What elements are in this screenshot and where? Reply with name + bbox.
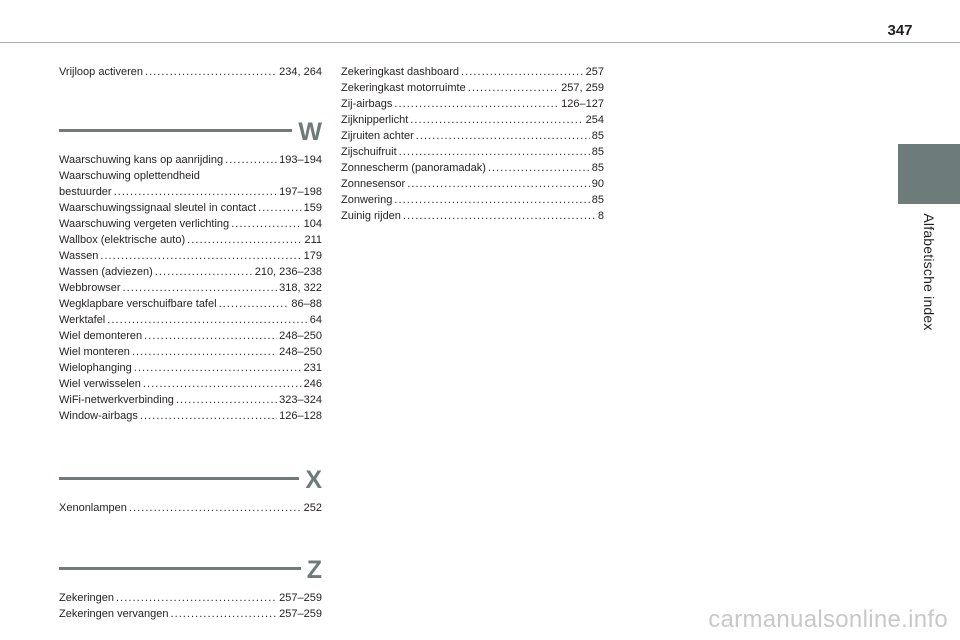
section-header-z bbox=[59, 556, 322, 584]
index-term: Window-airbags bbox=[59, 410, 138, 422]
index-term: Zonnescherm (panoramadak) bbox=[341, 162, 486, 174]
index-entry bbox=[59, 328, 322, 344]
index-entry bbox=[59, 200, 322, 216]
index-column-right bbox=[341, 64, 604, 224]
index-pages: 126–128 bbox=[279, 410, 322, 422]
dot-leader bbox=[170, 606, 277, 622]
index-entry bbox=[59, 264, 322, 280]
index-pages: 85 bbox=[591, 146, 604, 158]
index-entry bbox=[341, 176, 604, 192]
index-term: Werktafel bbox=[59, 314, 106, 326]
dot-leader bbox=[176, 392, 277, 408]
index-entry bbox=[341, 192, 604, 208]
index-term: Xenonlampen bbox=[59, 502, 127, 514]
index-pages: 252 bbox=[303, 502, 322, 514]
section-x-entries bbox=[59, 500, 322, 516]
index-term: Wiel verwisselen bbox=[59, 378, 141, 390]
dot-leader bbox=[461, 64, 584, 80]
index-entry bbox=[59, 344, 322, 360]
index-pages: 126–127 bbox=[561, 98, 604, 110]
index-pages: 211 bbox=[304, 234, 322, 246]
index-pages: 257, 259 bbox=[561, 82, 604, 94]
index-entry bbox=[341, 144, 604, 160]
index-entry bbox=[341, 112, 604, 128]
chapter-tab bbox=[898, 144, 960, 204]
index-entry bbox=[59, 184, 322, 200]
index-entry bbox=[59, 248, 322, 264]
index-term: Zij-airbags bbox=[341, 98, 393, 110]
dot-leader bbox=[187, 232, 302, 248]
dot-leader bbox=[114, 184, 278, 200]
dot-leader bbox=[123, 280, 278, 296]
dot-leader bbox=[231, 216, 301, 232]
header-divider bbox=[0, 42, 960, 43]
index-term: Wassen bbox=[59, 250, 99, 262]
index-pages: 231 bbox=[303, 362, 322, 374]
dot-leader bbox=[394, 96, 559, 112]
index-pages: 85 bbox=[591, 162, 604, 174]
index-pages: 210, 236–238 bbox=[254, 266, 322, 278]
index-pages: 85 bbox=[591, 194, 604, 206]
dot-leader bbox=[132, 344, 277, 360]
index-entry bbox=[59, 296, 322, 312]
index-entry bbox=[59, 64, 322, 80]
section-z-entries bbox=[59, 590, 322, 622]
index-pages: 234, 264 bbox=[279, 66, 322, 78]
index-pages: 64 bbox=[309, 314, 322, 326]
index-term: Zijschuifruit bbox=[341, 146, 397, 158]
index-pages: 318, 322 bbox=[279, 282, 322, 294]
dot-leader bbox=[116, 590, 277, 606]
page-number: 347 bbox=[887, 22, 913, 39]
dot-leader bbox=[107, 312, 307, 328]
dot-leader bbox=[416, 128, 590, 144]
index-pages: 248–250 bbox=[279, 330, 322, 342]
dot-leader bbox=[100, 248, 301, 264]
index-pages: 248–250 bbox=[279, 346, 322, 358]
index-column-left bbox=[59, 64, 322, 622]
index-entry bbox=[341, 96, 604, 112]
index-entry bbox=[59, 312, 322, 328]
index-term: Zekeringkast motorruimte bbox=[341, 82, 466, 94]
index-entry bbox=[59, 408, 322, 424]
section-header-x bbox=[59, 466, 322, 494]
index-pages: 159 bbox=[303, 202, 322, 214]
dot-leader bbox=[143, 376, 302, 392]
dot-leader bbox=[134, 360, 302, 376]
index-term: bestuurder bbox=[59, 186, 112, 198]
index-pages: 179 bbox=[303, 250, 322, 262]
section-letter: Z bbox=[306, 556, 322, 584]
index-term: Zonwering bbox=[341, 194, 393, 206]
section-rule bbox=[59, 477, 299, 480]
index-entry bbox=[59, 152, 322, 168]
index-entry bbox=[341, 208, 604, 224]
index-term: Wiel monteren bbox=[59, 346, 130, 358]
index-entry bbox=[59, 606, 322, 622]
index-pages: 8 bbox=[597, 210, 604, 222]
index-term: Waarschuwingssignaal sleutel in contact bbox=[59, 202, 257, 214]
index-entry bbox=[59, 216, 322, 232]
index-entry bbox=[59, 500, 322, 516]
dot-leader bbox=[140, 408, 277, 424]
index-pages: 323–324 bbox=[279, 394, 322, 406]
index-entry bbox=[59, 280, 322, 296]
index-pages: 257 bbox=[585, 66, 604, 78]
dot-leader bbox=[155, 264, 253, 280]
index-entry bbox=[341, 80, 604, 96]
index-pages: 104 bbox=[303, 218, 322, 230]
dot-leader bbox=[407, 176, 590, 192]
index-term: Wiel demonteren bbox=[59, 330, 143, 342]
dot-leader bbox=[258, 200, 302, 216]
section-rule bbox=[59, 567, 301, 570]
index-pages: 193–194 bbox=[279, 154, 322, 166]
section-letter: W bbox=[298, 118, 322, 146]
index-term: Zuinig rijden bbox=[341, 210, 401, 222]
dot-leader bbox=[145, 64, 277, 80]
index-term: Zekeringen bbox=[59, 592, 115, 604]
dot-leader bbox=[394, 192, 589, 208]
index-term: Waarschuwing kans op aanrijding bbox=[59, 154, 224, 166]
index-term: Wielophanging bbox=[59, 362, 132, 374]
index-entry bbox=[341, 64, 604, 80]
index-term: Zekeringkast dashboard bbox=[341, 66, 460, 78]
index-pages: 197–198 bbox=[279, 186, 322, 198]
index-entry bbox=[59, 392, 322, 408]
index-pages: 246 bbox=[303, 378, 322, 390]
dot-leader bbox=[219, 296, 290, 312]
index-term: Webbrowser bbox=[59, 282, 121, 294]
section-letter: X bbox=[305, 466, 322, 494]
index-term: Wallbox (elektrische auto) bbox=[59, 234, 186, 246]
index-pages: 85 bbox=[591, 130, 604, 142]
dot-leader bbox=[144, 328, 277, 344]
dot-leader bbox=[468, 80, 559, 96]
watermark: carmanualsonline.info bbox=[708, 606, 948, 633]
index-term: Zijknipperlicht bbox=[341, 114, 409, 126]
index-entry bbox=[59, 590, 322, 606]
index-entry bbox=[59, 360, 322, 376]
index-term: Zonnesensor bbox=[341, 178, 406, 190]
index-pages: 90 bbox=[591, 178, 604, 190]
index-pages: 257–259 bbox=[279, 608, 322, 620]
index-term: Wassen (adviezen) bbox=[59, 266, 153, 278]
index-entry bbox=[341, 160, 604, 176]
index-term: Waarschuwing vergeten verlichting bbox=[59, 218, 230, 230]
index-entry bbox=[59, 232, 322, 248]
index-term: Zekeringen vervangen bbox=[59, 608, 169, 620]
index-entry bbox=[59, 376, 322, 392]
dot-leader bbox=[129, 500, 302, 516]
index-pages: 86–88 bbox=[291, 298, 322, 310]
index-term-line: Waarschuwing oplettendheid bbox=[59, 170, 200, 182]
index-term: Wegklapbare verschuifbare tafel bbox=[59, 298, 217, 310]
index-entry bbox=[341, 128, 604, 144]
index-term: WiFi-netwerkverbinding bbox=[59, 394, 174, 406]
dot-leader bbox=[399, 144, 590, 160]
section-rule bbox=[59, 129, 292, 132]
section-w-entries bbox=[59, 152, 322, 424]
index-pages: 257–259 bbox=[279, 592, 322, 604]
index-term: Vrijloop activeren bbox=[59, 66, 143, 78]
dot-leader bbox=[403, 208, 596, 224]
dot-leader bbox=[488, 160, 590, 176]
section-header-w bbox=[59, 118, 322, 146]
index-term: Zijruiten achter bbox=[341, 130, 414, 142]
dot-leader bbox=[410, 112, 583, 128]
index-pages: 254 bbox=[585, 114, 604, 126]
chapter-label: Alfabetische index bbox=[921, 213, 937, 331]
dot-leader bbox=[225, 152, 277, 168]
